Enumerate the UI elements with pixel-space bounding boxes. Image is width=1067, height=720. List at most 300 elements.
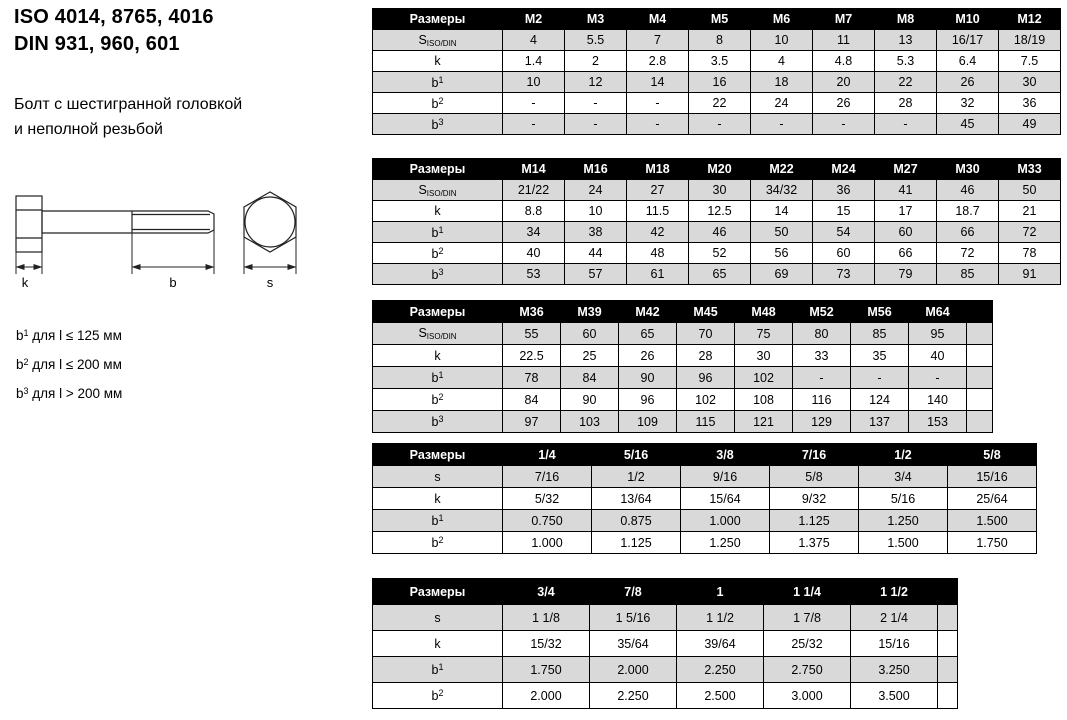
- value-cell: 11.5: [627, 201, 689, 222]
- value-cell: 0.875: [592, 510, 681, 532]
- table-row: [373, 114, 1061, 135]
- row-label: s: [373, 466, 503, 488]
- value-cell: 2.750: [764, 657, 851, 683]
- value-cell: 1.375: [770, 532, 859, 554]
- row-label: $b^1$: [373, 222, 503, 243]
- row-label: $b^3$: [373, 114, 503, 135]
- value-cell: 20: [813, 72, 875, 93]
- value-cell: 10: [503, 72, 565, 93]
- empty-cell: [967, 411, 993, 433]
- value-cell: 103: [561, 411, 619, 433]
- value-cell: 4: [503, 30, 565, 51]
- k-dimension-label: k: [21, 275, 29, 290]
- value-cell: 140: [909, 389, 967, 411]
- value-cell: 22.5: [503, 345, 561, 367]
- metric-table-m36-m64: [372, 300, 993, 433]
- value-cell: 30: [689, 180, 751, 201]
- size-column-header: M4: [627, 9, 689, 30]
- value-cell: 90: [619, 367, 677, 389]
- value-cell: 129: [793, 411, 851, 433]
- table-row: [373, 657, 958, 683]
- table-header-row: [373, 301, 993, 323]
- value-cell: 54: [813, 222, 875, 243]
- value-cell: 6.4: [937, 51, 999, 72]
- value-cell: 1.750: [948, 532, 1037, 554]
- size-column-header: 1: [677, 579, 764, 605]
- value-cell: 40: [503, 243, 565, 264]
- sizes-header: Размеры: [373, 159, 503, 180]
- value-cell: 2.000: [590, 657, 677, 683]
- size-column-header: M2: [503, 9, 565, 30]
- value-cell: 13: [875, 30, 937, 51]
- inch-table-quarter-to-fiveeighths: [372, 443, 1037, 554]
- value-cell: 85: [937, 264, 999, 285]
- value-cell: 28: [875, 93, 937, 114]
- size-column-header: M39: [561, 301, 619, 323]
- value-cell: 75: [735, 323, 793, 345]
- value-cell: 40: [909, 345, 967, 367]
- note-b3: $b^3$ для l > 200 мм: [16, 386, 123, 401]
- value-cell: 65: [619, 323, 677, 345]
- row-label: $b^2$: [373, 389, 503, 411]
- notes-block: [16, 320, 122, 407]
- size-column-header: 5/8: [948, 444, 1037, 466]
- size-column-header: M30: [937, 159, 999, 180]
- value-cell: 9/32: [770, 488, 859, 510]
- value-cell: 1.125: [592, 532, 681, 554]
- value-cell: 2.000: [503, 683, 590, 709]
- value-cell: 153: [909, 411, 967, 433]
- table-row: [373, 466, 1037, 488]
- value-cell: -: [627, 114, 689, 135]
- row-label: s: [373, 605, 503, 631]
- row-label: k: [373, 201, 503, 222]
- value-cell: 52: [689, 243, 751, 264]
- value-cell: 30: [735, 345, 793, 367]
- value-cell: 44: [565, 243, 627, 264]
- value-cell: 80: [793, 323, 851, 345]
- table-row: [373, 532, 1037, 554]
- value-cell: 41: [875, 180, 937, 201]
- value-cell: 60: [813, 243, 875, 264]
- title-iso: ISO 4014, 8765, 4016: [14, 6, 214, 28]
- value-cell: 36: [813, 180, 875, 201]
- value-cell: 3.5: [689, 51, 751, 72]
- value-cell: -: [793, 367, 851, 389]
- value-cell: 4.8: [813, 51, 875, 72]
- value-cell: 15/32: [503, 631, 590, 657]
- table-row: [373, 683, 958, 709]
- value-cell: 1.000: [681, 510, 770, 532]
- value-cell: 102: [735, 367, 793, 389]
- size-column-header: M5: [689, 9, 751, 30]
- size-column-header: M64: [909, 301, 967, 323]
- value-cell: 49: [999, 114, 1061, 135]
- empty-cell: [967, 367, 993, 389]
- value-cell: 73: [813, 264, 875, 285]
- value-cell: -: [503, 93, 565, 114]
- table-row: [373, 367, 993, 389]
- value-cell: 109: [619, 411, 677, 433]
- value-cell: 1.500: [859, 532, 948, 554]
- bolt-technical-drawing: [2, 188, 342, 293]
- bolt-head-side-view: [16, 196, 42, 252]
- s-dimension: [244, 237, 296, 274]
- table-header-row: [373, 444, 1037, 466]
- value-cell: -: [627, 93, 689, 114]
- size-column-header: M52: [793, 301, 851, 323]
- subtitle-line1: Болт с шестигранной головкой: [14, 96, 243, 113]
- row-label: k: [373, 345, 503, 367]
- metric-table-m2-m12: [372, 8, 1061, 135]
- value-cell: 14: [751, 201, 813, 222]
- value-cell: 61: [627, 264, 689, 285]
- value-cell: 84: [561, 367, 619, 389]
- value-cell: 5.3: [875, 51, 937, 72]
- size-column-header: M8: [875, 9, 937, 30]
- size-column-header: 1/4: [503, 444, 592, 466]
- value-cell: 25/32: [764, 631, 851, 657]
- empty-header-cell: [967, 301, 993, 323]
- value-cell: 66: [937, 222, 999, 243]
- value-cell: 11: [813, 30, 875, 51]
- value-cell: -: [751, 114, 813, 135]
- value-cell: 3/4: [859, 466, 948, 488]
- value-cell: -: [565, 114, 627, 135]
- note-b2: $b^2$ для l ≤ 200 мм: [16, 357, 122, 372]
- value-cell: 4: [751, 51, 813, 72]
- value-cell: 5/16: [859, 488, 948, 510]
- size-column-header: 3/8: [681, 444, 770, 466]
- value-cell: 50: [751, 222, 813, 243]
- value-cell: 33: [793, 345, 851, 367]
- table-row: [373, 323, 993, 345]
- value-cell: 66: [875, 243, 937, 264]
- row-label: $b^1$: [373, 72, 503, 93]
- size-column-header: M42: [619, 301, 677, 323]
- value-cell: 72: [999, 222, 1061, 243]
- value-cell: -: [851, 367, 909, 389]
- value-cell: 34: [503, 222, 565, 243]
- size-column-header: 7/8: [590, 579, 677, 605]
- row-label: $b^1$: [373, 367, 503, 389]
- value-cell: 48: [627, 243, 689, 264]
- left-panel: [0, 0, 372, 720]
- size-column-header: 3/4: [503, 579, 590, 605]
- value-cell: 2.500: [677, 683, 764, 709]
- value-cell: 21: [999, 201, 1061, 222]
- value-cell: 24: [565, 180, 627, 201]
- empty-cell: [938, 605, 958, 631]
- value-cell: 84: [503, 389, 561, 411]
- tables-panel: [372, 0, 1067, 720]
- size-column-header: M3: [565, 9, 627, 30]
- value-cell: 18/19: [999, 30, 1061, 51]
- size-column-header: M20: [689, 159, 751, 180]
- value-cell: 28: [677, 345, 735, 367]
- value-cell: 24: [751, 93, 813, 114]
- size-column-header: M24: [813, 159, 875, 180]
- value-cell: 1.125: [770, 510, 859, 532]
- metric-table-m14-m33: [372, 158, 1061, 285]
- value-cell: 137: [851, 411, 909, 433]
- value-cell: 17: [875, 201, 937, 222]
- value-cell: 15/64: [681, 488, 770, 510]
- size-column-header: M18: [627, 159, 689, 180]
- value-cell: 57: [565, 264, 627, 285]
- table-row: [373, 264, 1061, 285]
- value-cell: 72: [937, 243, 999, 264]
- value-cell: 8.8: [503, 201, 565, 222]
- value-cell: 35/64: [590, 631, 677, 657]
- value-cell: 3.500: [851, 683, 938, 709]
- value-cell: -: [909, 367, 967, 389]
- value-cell: 60: [875, 222, 937, 243]
- value-cell: 56: [751, 243, 813, 264]
- value-cell: 1.4: [503, 51, 565, 72]
- value-cell: 14: [627, 72, 689, 93]
- value-cell: 18.7: [937, 201, 999, 222]
- value-cell: 50: [999, 180, 1061, 201]
- table-row: [373, 201, 1061, 222]
- value-cell: 9/16: [681, 466, 770, 488]
- value-cell: 18: [751, 72, 813, 93]
- value-cell: 46: [937, 180, 999, 201]
- table-row: [373, 345, 993, 367]
- table-row: [373, 243, 1061, 264]
- table-row: [373, 631, 958, 657]
- size-column-header: 1 1/4: [764, 579, 851, 605]
- b-dimension-label: b: [169, 275, 177, 290]
- value-cell: 3.000: [764, 683, 851, 709]
- value-cell: 38: [565, 222, 627, 243]
- value-cell: 65: [689, 264, 751, 285]
- empty-cell: [938, 657, 958, 683]
- value-cell: 69: [751, 264, 813, 285]
- row-label: $S_{ISO/DIN}$: [373, 323, 503, 345]
- value-cell: 1 1/8: [503, 605, 590, 631]
- size-column-header: M45: [677, 301, 735, 323]
- empty-cell: [967, 323, 993, 345]
- value-cell: 35: [851, 345, 909, 367]
- value-cell: 46: [689, 222, 751, 243]
- value-cell: 10: [565, 201, 627, 222]
- doc-subtitle: [14, 92, 242, 142]
- value-cell: 7: [627, 30, 689, 51]
- table-row: [373, 180, 1061, 201]
- title-din: DIN 931, 960, 601: [14, 33, 180, 55]
- value-cell: 25: [561, 345, 619, 367]
- value-cell: 32: [937, 93, 999, 114]
- value-cell: 16/17: [937, 30, 999, 51]
- size-column-header: M36: [503, 301, 561, 323]
- value-cell: 30: [999, 72, 1061, 93]
- value-cell: 1 5/16: [590, 605, 677, 631]
- value-cell: 36: [999, 93, 1061, 114]
- row-label: $b^2$: [373, 243, 503, 264]
- empty-cell: [938, 683, 958, 709]
- table-row: [373, 411, 993, 433]
- value-cell: -: [565, 93, 627, 114]
- value-cell: 15/16: [948, 466, 1037, 488]
- size-column-header: M56: [851, 301, 909, 323]
- value-cell: 13/64: [592, 488, 681, 510]
- value-cell: -: [503, 114, 565, 135]
- value-cell: 2.250: [590, 683, 677, 709]
- table-row: [373, 510, 1037, 532]
- value-cell: 15: [813, 201, 875, 222]
- row-label: k: [373, 631, 503, 657]
- value-cell: -: [689, 114, 751, 135]
- k-dimension: [16, 252, 42, 274]
- inch-table-threequarters-to-oneandhalf: [372, 578, 958, 709]
- note-b1: $b^1$ для l ≤ 125 мм: [16, 328, 122, 343]
- empty-cell: [967, 345, 993, 367]
- value-cell: 26: [813, 93, 875, 114]
- value-cell: -: [813, 114, 875, 135]
- value-cell: 2.250: [677, 657, 764, 683]
- value-cell: 7.5: [999, 51, 1061, 72]
- value-cell: 5/8: [770, 466, 859, 488]
- value-cell: 116: [793, 389, 851, 411]
- value-cell: 26: [619, 345, 677, 367]
- value-cell: 12.5: [689, 201, 751, 222]
- value-cell: 16: [689, 72, 751, 93]
- table-row: [373, 51, 1061, 72]
- value-cell: 90: [561, 389, 619, 411]
- empty-header-cell: [938, 579, 958, 605]
- value-cell: 70: [677, 323, 735, 345]
- value-cell: 78: [999, 243, 1061, 264]
- row-label: $b^2$: [373, 93, 503, 114]
- value-cell: 108: [735, 389, 793, 411]
- size-column-header: M22: [751, 159, 813, 180]
- value-cell: 39/64: [677, 631, 764, 657]
- size-column-header: 1/2: [859, 444, 948, 466]
- value-cell: 5/32: [503, 488, 592, 510]
- value-cell: 1 1/2: [677, 605, 764, 631]
- value-cell: 22: [875, 72, 937, 93]
- table-row: [373, 488, 1037, 510]
- size-column-header: M48: [735, 301, 793, 323]
- size-column-header: M16: [565, 159, 627, 180]
- value-cell: 26: [937, 72, 999, 93]
- value-cell: 7/16: [503, 466, 592, 488]
- empty-cell: [967, 389, 993, 411]
- value-cell: 53: [503, 264, 565, 285]
- value-cell: 1.500: [948, 510, 1037, 532]
- row-label: $S_{ISO/DIN}$: [373, 180, 503, 201]
- size-column-header: M12: [999, 9, 1061, 30]
- table-row: [373, 72, 1061, 93]
- value-cell: 102: [677, 389, 735, 411]
- sizes-header: Размеры: [373, 301, 503, 323]
- table-row: [373, 30, 1061, 51]
- value-cell: 21/22: [503, 180, 565, 201]
- hex-end-view: [244, 192, 296, 252]
- size-column-header: M33: [999, 159, 1061, 180]
- s-dimension-label: s: [266, 275, 274, 290]
- value-cell: -: [875, 114, 937, 135]
- value-cell: 60: [561, 323, 619, 345]
- size-column-header: M6: [751, 9, 813, 30]
- b-dimension: [132, 230, 214, 274]
- value-cell: 2.8: [627, 51, 689, 72]
- row-label: $b^2$: [373, 532, 503, 554]
- value-cell: 42: [627, 222, 689, 243]
- row-label: $b^2$: [373, 683, 503, 709]
- row-label: $S_{ISO/DIN}$: [373, 30, 503, 51]
- value-cell: 1.250: [859, 510, 948, 532]
- sizes-header: Размеры: [373, 579, 503, 605]
- value-cell: 97: [503, 411, 561, 433]
- value-cell: 115: [677, 411, 735, 433]
- value-cell: 12: [565, 72, 627, 93]
- value-cell: 55: [503, 323, 561, 345]
- value-cell: 121: [735, 411, 793, 433]
- subtitle-line2: и неполной резьбой: [14, 121, 163, 138]
- size-column-header: 5/16: [592, 444, 681, 466]
- value-cell: 1 7/8: [764, 605, 851, 631]
- value-cell: 1.250: [681, 532, 770, 554]
- doc-title: [14, 4, 214, 58]
- row-label: $b^1$: [373, 657, 503, 683]
- table-header-row: [373, 9, 1061, 30]
- value-cell: 96: [677, 367, 735, 389]
- sizes-header: Размеры: [373, 9, 503, 30]
- size-column-header: M7: [813, 9, 875, 30]
- size-column-header: M14: [503, 159, 565, 180]
- value-cell: 45: [937, 114, 999, 135]
- inscribed-circle: [245, 197, 295, 247]
- value-cell: 34/32: [751, 180, 813, 201]
- table-row: [373, 605, 958, 631]
- value-cell: 79: [875, 264, 937, 285]
- value-cell: 2 1/4: [851, 605, 938, 631]
- table-header-row: [373, 579, 958, 605]
- value-cell: 25/64: [948, 488, 1037, 510]
- value-cell: 10: [751, 30, 813, 51]
- table-row: [373, 93, 1061, 114]
- table-row: [373, 389, 993, 411]
- value-cell: 2: [565, 51, 627, 72]
- value-cell: 3.250: [851, 657, 938, 683]
- table-row: [373, 222, 1061, 243]
- row-label: $b^1$: [373, 510, 503, 532]
- row-label: k: [373, 51, 503, 72]
- empty-cell: [938, 631, 958, 657]
- value-cell: 91: [999, 264, 1061, 285]
- table-header-row: [373, 159, 1061, 180]
- value-cell: 27: [627, 180, 689, 201]
- row-label: $b^3$: [373, 411, 503, 433]
- row-label: k: [373, 488, 503, 510]
- value-cell: 78: [503, 367, 561, 389]
- value-cell: 1.000: [503, 532, 592, 554]
- value-cell: 124: [851, 389, 909, 411]
- value-cell: 5.5: [565, 30, 627, 51]
- size-column-header: 1 1/2: [851, 579, 938, 605]
- value-cell: 96: [619, 389, 677, 411]
- size-column-header: M10: [937, 9, 999, 30]
- value-cell: 22: [689, 93, 751, 114]
- size-column-header: 7/16: [770, 444, 859, 466]
- value-cell: 0.750: [503, 510, 592, 532]
- value-cell: 1/2: [592, 466, 681, 488]
- value-cell: 85: [851, 323, 909, 345]
- value-cell: 1.750: [503, 657, 590, 683]
- size-column-header: M27: [875, 159, 937, 180]
